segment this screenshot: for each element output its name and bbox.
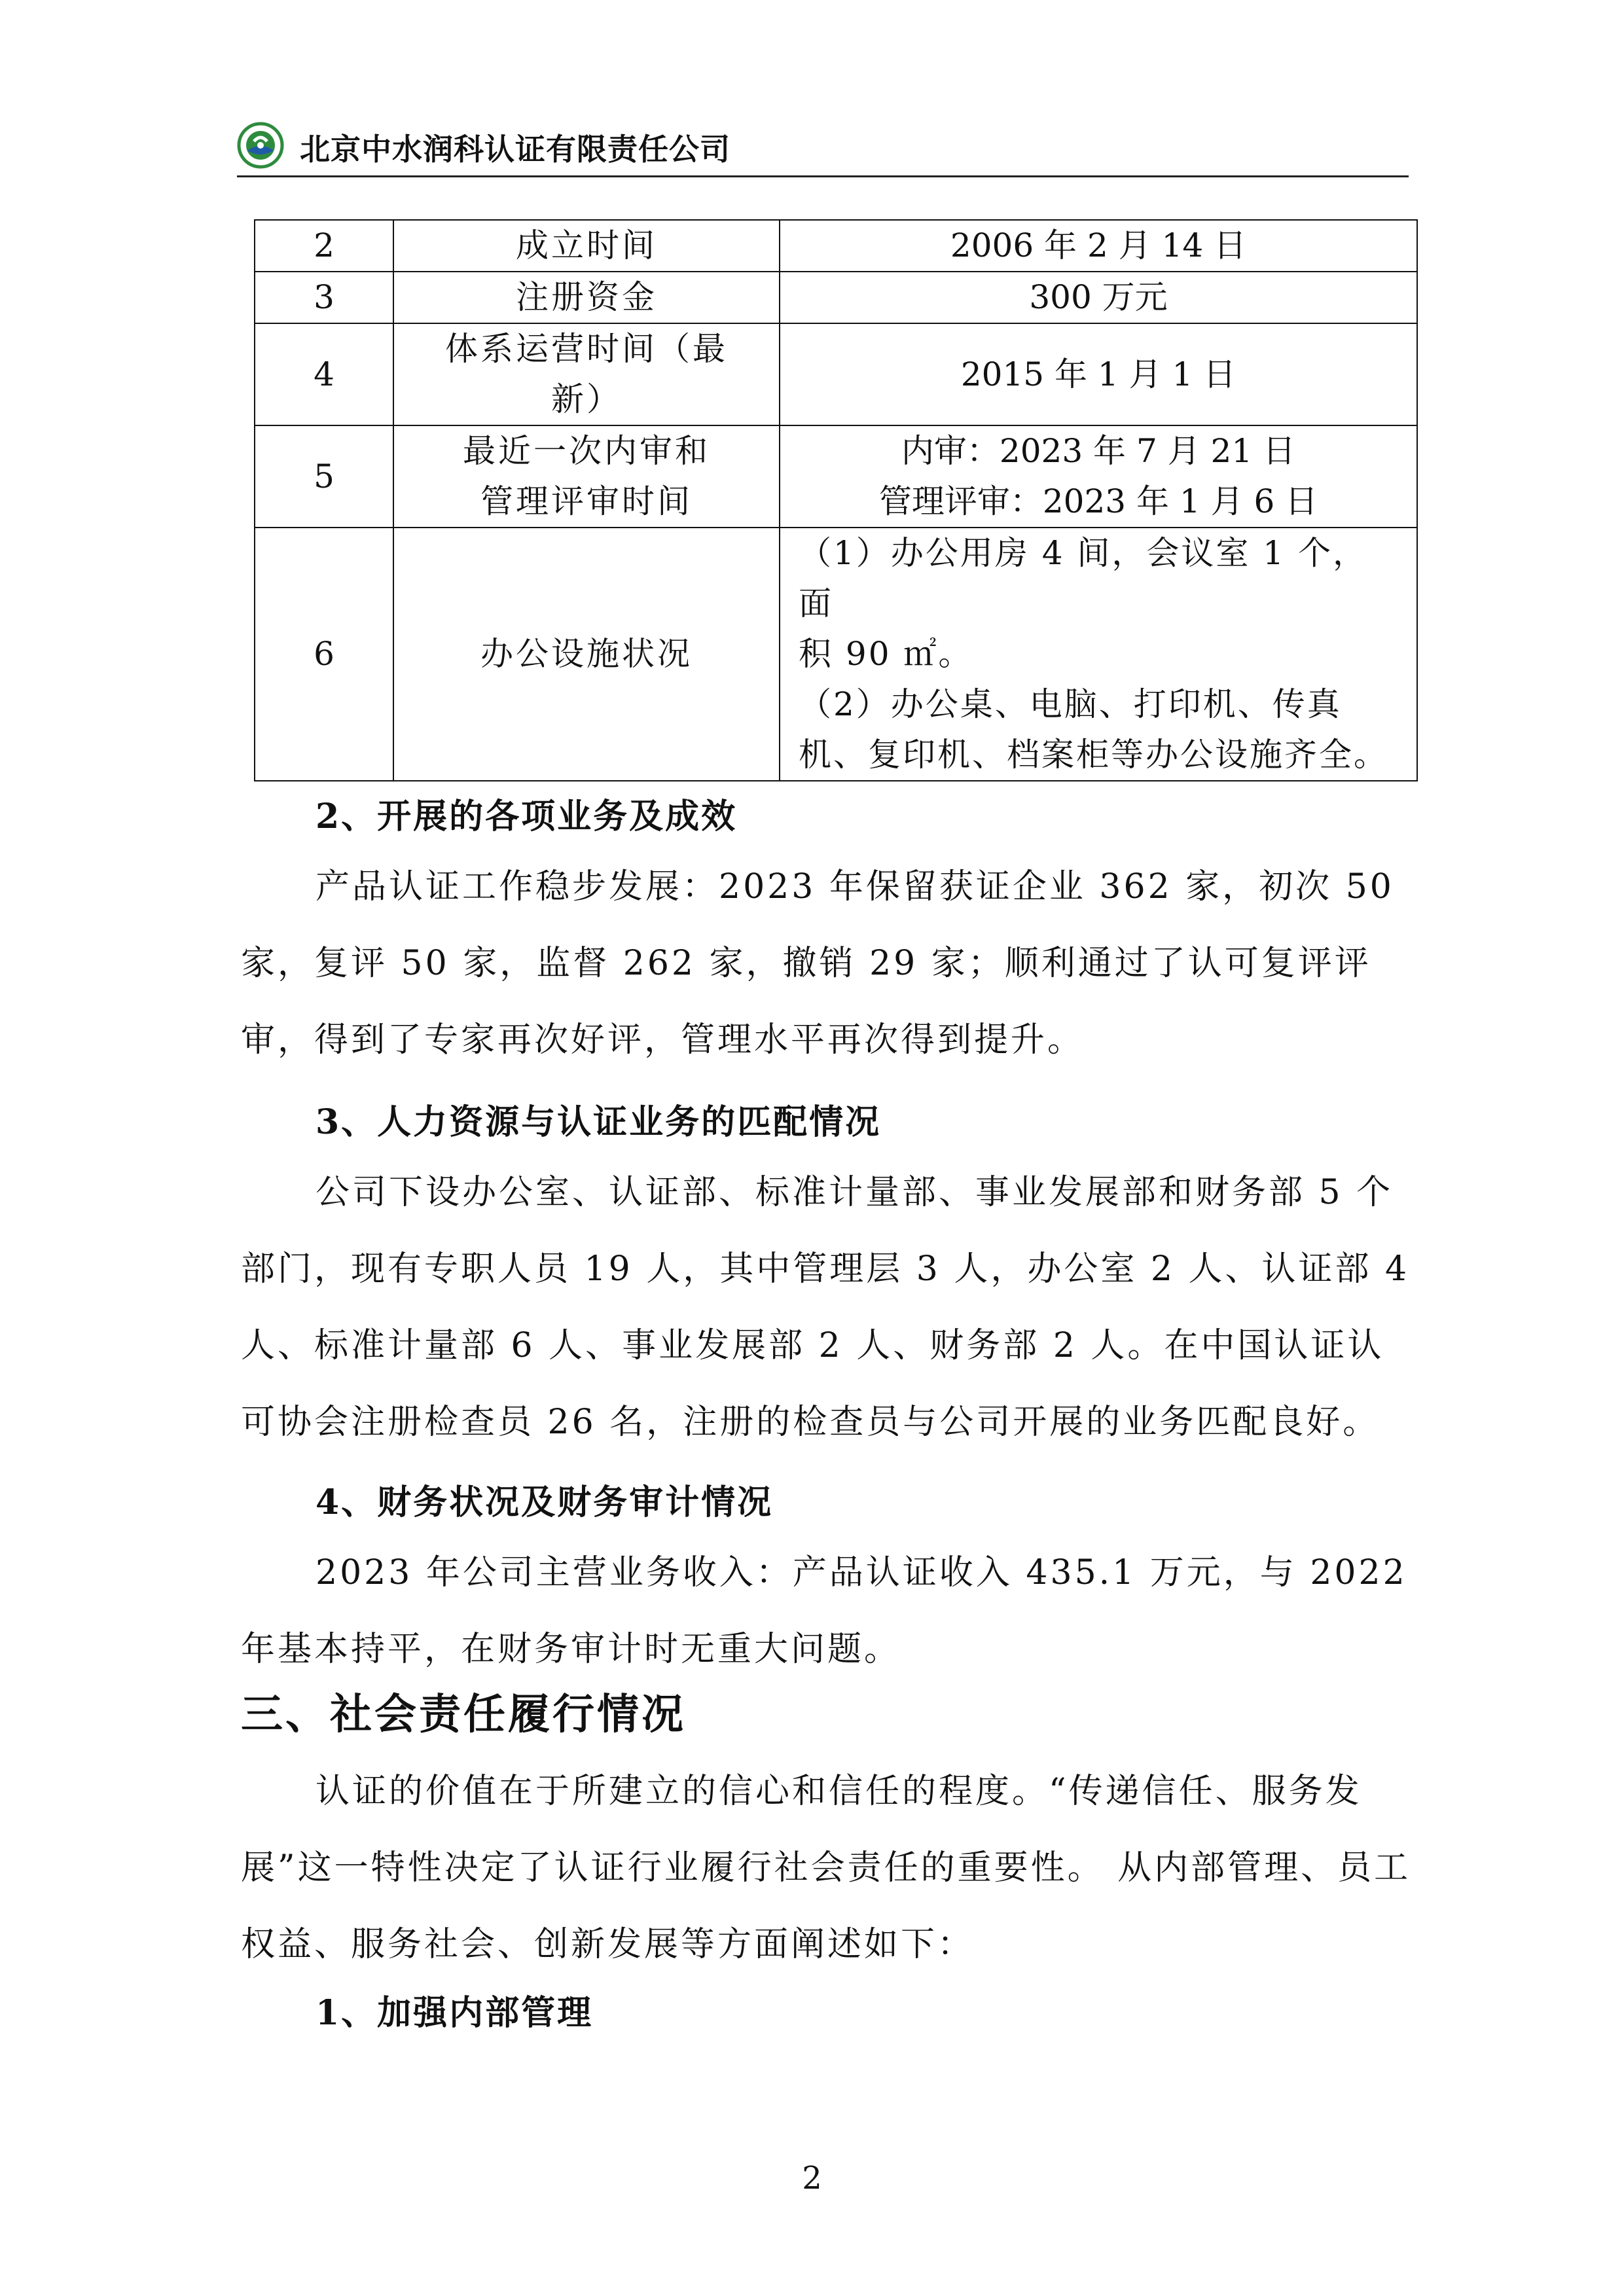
- company-logo: [237, 122, 284, 169]
- table-row: [255, 220, 1417, 272]
- table-row: [255, 425, 1417, 528]
- row-value-line: 2015 年 1 月 1 日: [960, 355, 1236, 393]
- row-item: [393, 220, 780, 272]
- header-divider: [237, 175, 1409, 177]
- row-item-line: 新）: [551, 380, 622, 418]
- row-value-line: 2006 年 2 月 14 日: [950, 226, 1247, 264]
- row-number: 2: [255, 220, 393, 272]
- page-number: 2: [802, 2160, 822, 2197]
- table-row: [255, 528, 1417, 781]
- table-row: [255, 272, 1417, 323]
- row-item-line: 注册资金: [516, 278, 657, 316]
- row-item-line: 办公设施状况: [480, 635, 693, 673]
- paragraph-business: 产品认证工作稳步发展：2023 年保留获证企业 362 家，初次 50 家，复评 50 家，监督 262 家，撤销 29 家；顺利通过了认可复评评审，得到了专家再次好评，管理水平再次得到提升。: [241, 867, 1394, 1060]
- row-value-line: （1）办公用房 4 间，会议室 1 个，面: [799, 534, 1368, 622]
- row-value-line: 机、复印机、档案柜等办公设施齐全。: [799, 736, 1388, 774]
- row-value-line: 内审：2023 年 7 月 21 日: [901, 432, 1296, 470]
- row-value: [780, 528, 1417, 781]
- row-value: [780, 323, 1417, 425]
- table-row: [255, 323, 1417, 425]
- row-number: 4: [255, 323, 393, 425]
- row-value-line: 300 万元: [1029, 278, 1168, 316]
- row-item: [393, 323, 780, 425]
- paragraph-finance: 2023 年公司主营业务收入：产品认证收入 435.1 万元，与 2022 年基本持平，在财务审计时无重大问题。: [241, 1553, 1407, 1669]
- main-heading-social-responsibility: 三、社会责任履行情况: [241, 1691, 686, 1739]
- row-value-line: 积 90 ㎡。: [799, 635, 973, 673]
- section-heading-business: 2、开展的各项业务及成效: [316, 797, 738, 836]
- page-header: [237, 118, 1409, 170]
- section-heading-finance: 4、财务状况及财务审计情况: [316, 1482, 774, 1522]
- row-value-line: 管理评审：2023 年 1 月 6 日: [878, 482, 1318, 520]
- row-number: 3: [255, 272, 393, 323]
- company-name: 北京中水润科认证有限责任公司: [300, 132, 731, 167]
- paragraph-hr: 公司下设办公室、认证部、标准计量部、事业发展部和财务部 5 个部门，现有专职人员 19 人，其中管理层 3 人，办公室 2 人、认证部 4 人、标准计量部 6 人、事业发展部 2 人、财务部 2 人。在中国认证认可协会注册检查员 26 名，注册的检查员与公司开展的业务匹配良好。: [241, 1173, 1410, 1442]
- row-item-line: 体系运营时间（最: [445, 330, 728, 368]
- row-item-line: 最近一次内审和: [463, 432, 710, 470]
- row-item-line: 成立时间: [516, 226, 657, 264]
- row-value-line: （2）办公桌、电脑、打印机、传真: [799, 685, 1342, 723]
- row-item: [393, 272, 780, 323]
- row-value: [780, 272, 1417, 323]
- row-value: [780, 220, 1417, 272]
- row-item: [393, 528, 780, 781]
- sub-heading-internal-management: 1、加强内部管理: [316, 1993, 594, 2033]
- section-heading-hr: 3、人力资源与认证业务的匹配情况: [316, 1102, 882, 1142]
- row-value: [780, 425, 1417, 528]
- row-item: [393, 425, 780, 528]
- paragraph-social-responsibility: 认证的价值在于所建立的信心和信任的程度。“传递信任、服务发展”这一特性决定了认证行业履行社会责任的重要性。 从内部管理、员工权益、服务社会、创新发展等方面阐述如下：: [241, 1772, 1411, 1964]
- row-number: 5: [255, 425, 393, 528]
- company-info-table: [254, 219, 1418, 781]
- row-item-line: 管理评审时间: [480, 482, 693, 520]
- row-number: 6: [255, 528, 393, 781]
